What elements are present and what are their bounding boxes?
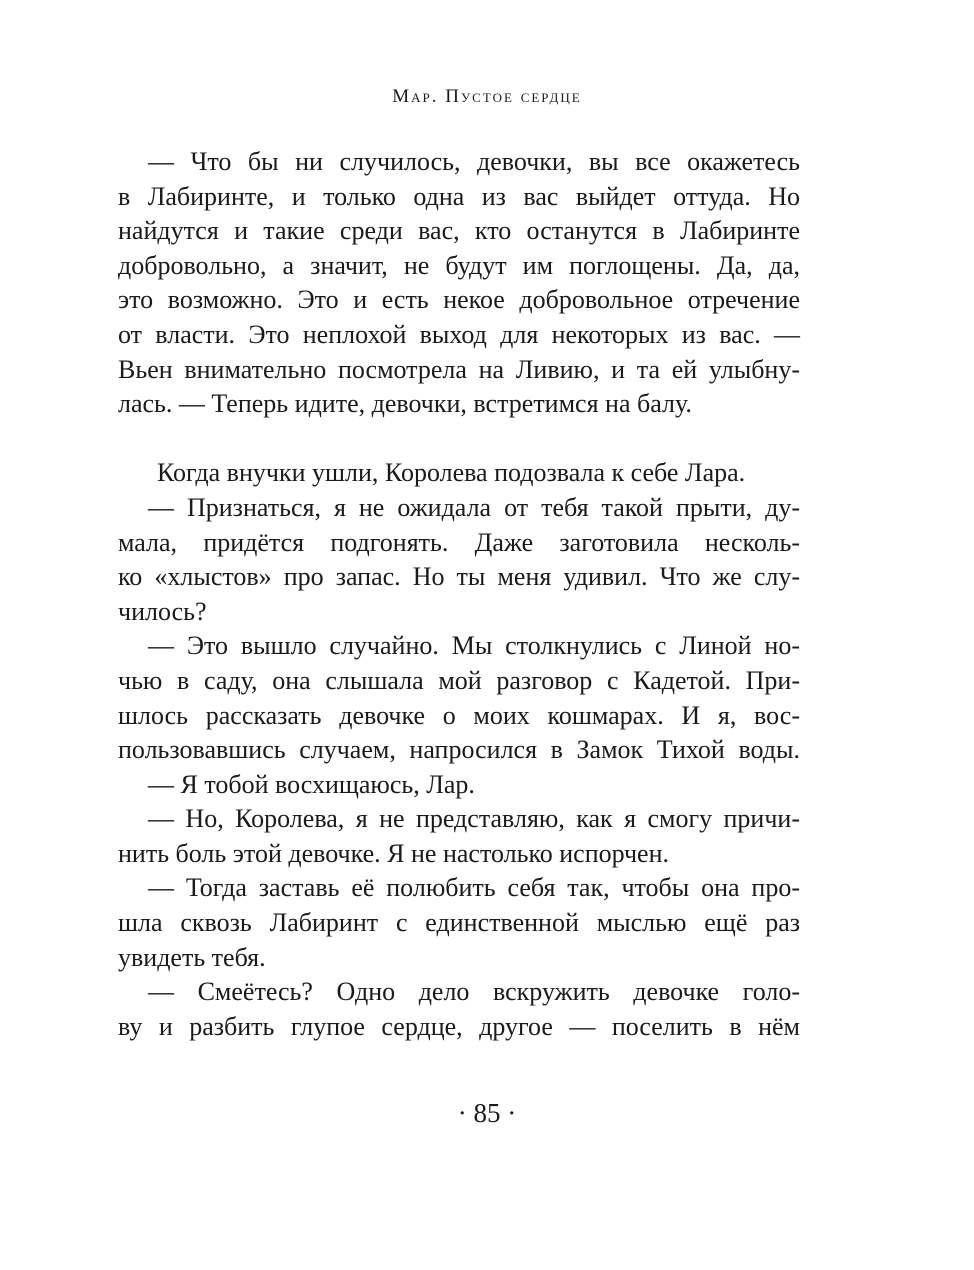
text-line: — Тогда заставь её полюбить себя так, чтобы она про- — [148, 873, 800, 903]
text-line: шлось рассказать девочке о моих кошмарах. И я, вос- — [118, 700, 800, 730]
text-line: от власти. Это неплохой выход для некоторых из вас. — — [118, 319, 800, 349]
running-header: Мар. Пустое сердце — [392, 86, 582, 107]
text-line: — Смеётесь? Одно дело вскружить девочке голо- — [148, 977, 800, 1007]
text-line: ко «хлыстов» про запас. Но ты меня удивил. Что же слу- — [118, 562, 800, 592]
text-line: — Но, Королева, я не представляю, как я смогу причи- — [148, 804, 800, 834]
text-line: пользовавшись случаем, напросился в Замок Тихой воды. — [118, 735, 800, 765]
text-line: чилось? — [118, 596, 207, 626]
text-line: это возможно. Это и есть некое добровольное отречение — [118, 285, 800, 315]
body-text — [118, 145, 800, 1044]
text-line: — Признаться, я не ожидала от тебя такой прыти, ду- — [148, 492, 800, 522]
text-line: добровольно, а значит, не будут им поглощены. Да, да, — [118, 250, 800, 280]
text-line: — Это вышло случайно. Мы столкнулись с Линой но- — [148, 631, 800, 661]
text-line: в Лабиринте, и только одна из вас выйдет оттуда. Но — [118, 181, 800, 211]
text-line: — Я тобой восхищаюсь, Лар. — [148, 769, 475, 799]
text-line: мала, придётся подгонять. Даже заготовила несколь- — [118, 527, 800, 557]
page-number: · 85 · — [457, 1098, 517, 1128]
text-line: найдутся и такие среди вас, кто останутся в Лабиринте — [118, 216, 800, 246]
section-break — [118, 422, 800, 457]
text-line: чью в саду, она слышала мой разговор с Кадетой. При- — [118, 665, 800, 695]
text-line: нить боль этой девочке. Я не настолько испорчен. — [118, 838, 670, 868]
text-line: Когда внучки ушли, Королева подозвала к себе Лара. — [157, 458, 746, 488]
text-line: Вьен внимательно посмотрела на Ливию, и та ей улыбну- — [118, 354, 800, 384]
text-line: ву и разбить глупое сердце, другое — поселить в нём — [118, 1011, 800, 1041]
text-line: шла сквозь Лабиринт с единственной мыслью ещё раз — [118, 908, 800, 938]
text-line: лась. — Теперь идите, девочки, встретимся на балу. — [118, 389, 692, 419]
text-line: — Что бы ни случилось, девочки, вы все окажетесь — [148, 147, 800, 176]
text-line: увидеть тебя. — [118, 942, 266, 972]
